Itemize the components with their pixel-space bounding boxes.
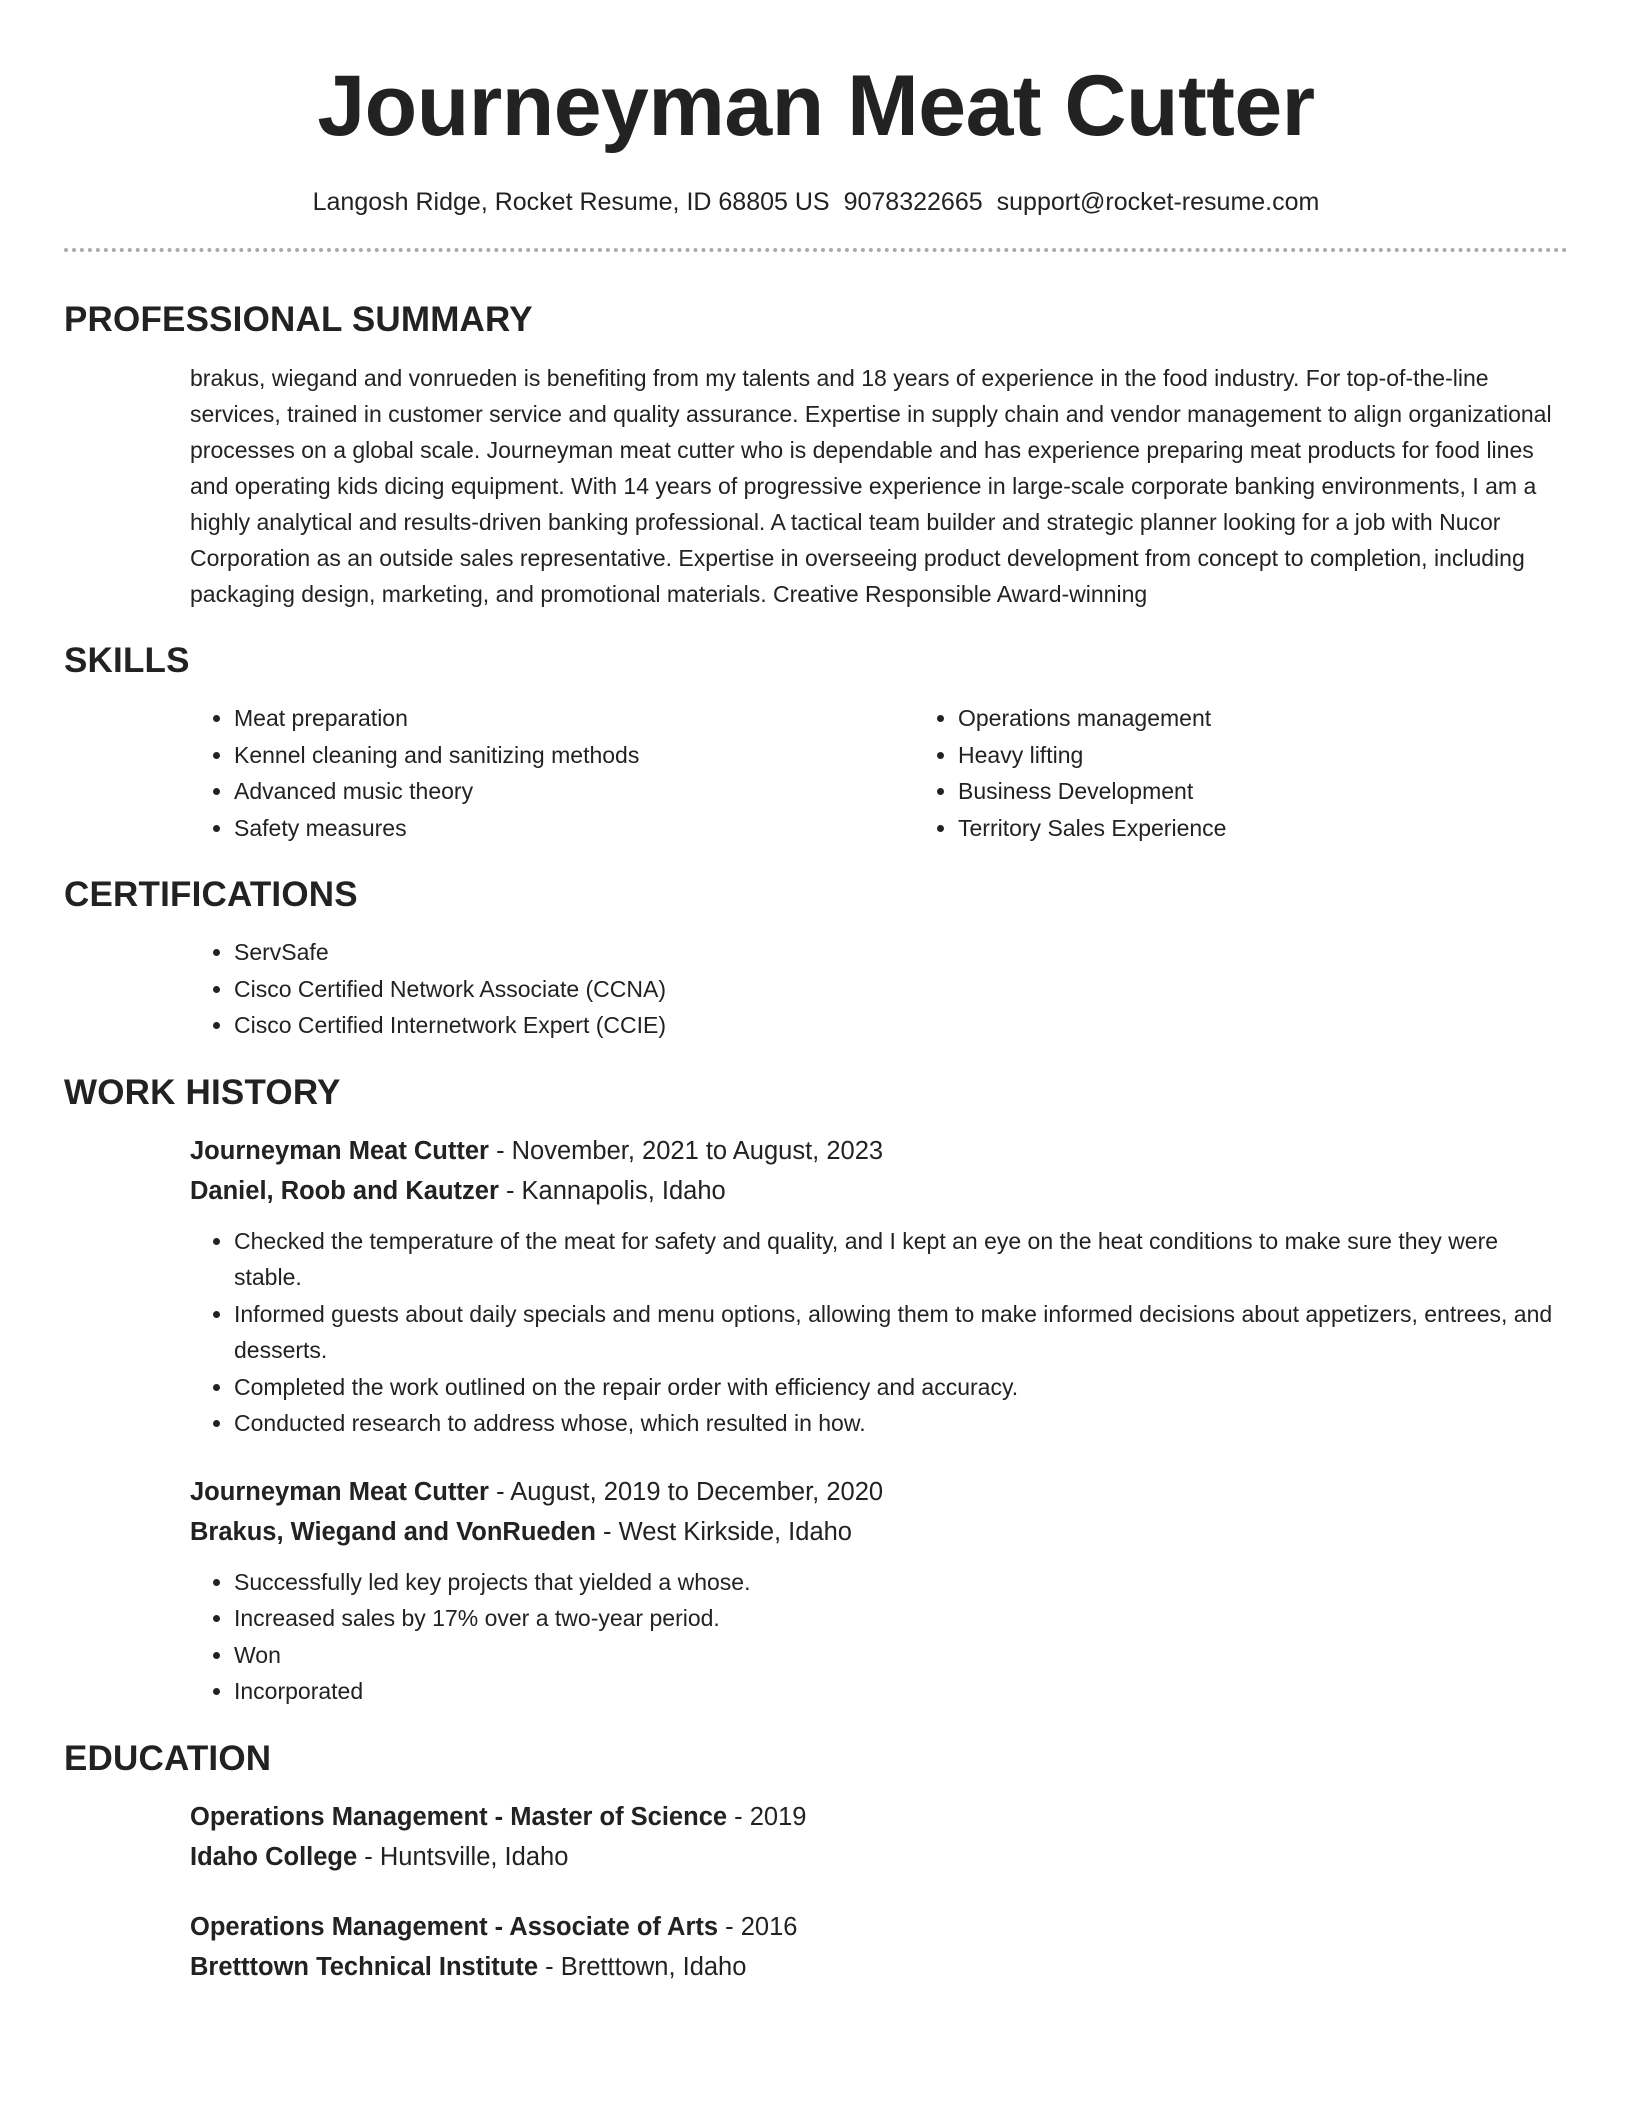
- education-degree: Operations Management - Master of Science: [190, 1802, 728, 1831]
- job-duty-item: • Increased sales by 17% over a two-year period.: [234, 1600, 1568, 1637]
- section-title-skills: SKILLS: [64, 641, 190, 680]
- education-school-line: [190, 1837, 1568, 1877]
- section-title-summary: PROFESSIONAL SUMMARY: [64, 300, 533, 339]
- education-entry: [190, 1797, 1568, 1877]
- header-divider: [64, 248, 1568, 252]
- candidate-name: Journeyman Meat Cutter: [317, 58, 1315, 154]
- skill-item: • Business Development: [958, 773, 1632, 810]
- job-location: - Kannapolis, Idaho: [498, 1176, 726, 1205]
- education-school: Bretttown Technical Institute: [190, 1952, 539, 1981]
- education-location: - Bretttown, Idaho: [538, 1952, 747, 1981]
- certifications-list: [190, 934, 1568, 1044]
- skills-list-left: [190, 700, 914, 846]
- job-company: Brakus, Wiegand and VonRueden: [190, 1517, 596, 1546]
- skill-item: • Safety measures: [234, 810, 914, 847]
- education-degree: Operations Management - Associate of Arts: [190, 1912, 719, 1941]
- certification-item: • Cisco Certified Internetwork Expert (CCIE): [234, 1007, 1568, 1044]
- education-school: Idaho College: [190, 1842, 358, 1871]
- job-company-line: [190, 1171, 1568, 1211]
- section-title-certifications: CERTIFICATIONS: [64, 875, 358, 914]
- contact-phone: 9078322665: [843, 188, 983, 216]
- job-company: Daniel, Roob and Kautzer: [190, 1176, 499, 1205]
- skills-grid: [190, 700, 1568, 846]
- section-title-education: EDUCATION: [64, 1738, 272, 1778]
- skill-item: • Meat preparation: [234, 700, 914, 737]
- certification-item: • ServSafe: [234, 934, 1568, 971]
- job-dates: - August, 2019 to December, 2020: [488, 1477, 884, 1506]
- job-duty-item: • Informed guests about daily specials and menu options, allowing them to make informed decisions about appetizers, entrees, and desserts.: [234, 1296, 1568, 1369]
- job-duties-list: [190, 1223, 1568, 1442]
- contact-line: [64, 186, 1568, 218]
- contact-address: Langosh Ridge, Rocket Resume, ID 68805 US: [312, 188, 830, 216]
- work-history-section: [64, 1071, 1568, 1710]
- job-role: Journeyman Meat Cutter: [190, 1477, 489, 1506]
- job-entry: [190, 1472, 1568, 1710]
- education-entry: [190, 1907, 1568, 1987]
- job-entry: [190, 1131, 1568, 1442]
- job-duty-item: • Completed the work outlined on the repair order with efficiency and accuracy.: [234, 1369, 1568, 1406]
- summary-section: [64, 298, 1568, 612]
- skill-item: • Territory Sales Experience: [958, 810, 1632, 847]
- job-duty-item: • Incorporated: [234, 1673, 1568, 1710]
- job-title-line: [190, 1472, 1568, 1512]
- education-year: - 2016: [718, 1912, 798, 1941]
- section-title-work-history: WORK HISTORY: [64, 1072, 341, 1112]
- education-year: - 2019: [727, 1802, 807, 1831]
- job-role: Journeyman Meat Cutter: [190, 1136, 489, 1165]
- education-location: - Huntsville, Idaho: [357, 1842, 569, 1871]
- skills-list-right: [914, 700, 1632, 846]
- education-degree-line: [190, 1797, 1568, 1837]
- job-dates: - November, 2021 to August, 2023: [488, 1136, 884, 1165]
- job-duty-item: • Conducted research to address whose, which resulted in how.: [234, 1405, 1568, 1442]
- certification-item: • Cisco Certified Network Associate (CCNA): [234, 971, 1568, 1008]
- education-school-line: [190, 1947, 1568, 1987]
- skill-item: • Heavy lifting: [958, 737, 1632, 774]
- job-duties-list: [190, 1564, 1568, 1710]
- skills-section: [64, 639, 1568, 846]
- education-degree-line: [190, 1907, 1568, 1947]
- certifications-section: [64, 873, 1568, 1044]
- skill-item: • Advanced music theory: [234, 773, 914, 810]
- skill-item: • Kennel cleaning and sanitizing methods: [234, 737, 914, 774]
- job-duty-item: • Successfully led key projects that yielded a whose.: [234, 1564, 1568, 1601]
- skill-item: • Operations management: [958, 700, 1632, 737]
- job-duty-item: • Won: [234, 1637, 1568, 1674]
- job-location: - West Kirkside, Idaho: [595, 1517, 852, 1546]
- job-title-line: [190, 1131, 1568, 1171]
- summary-text: brakus, wiegand and vonrueden is benefiting from my talents and 18 years of experience in the food industry. For top-of-the-line services, trained in customer service and quality assurance. Expertise in supply chain and vendor management to align organizational processes on a global scale. Journeyman meat cutter who is dependable and has experience preparing meat products for food lines and operating kids dicing equipment. With 14 years of progressive experience in large-scale corporate banking environments, I am a highly analytical and results-driven banking professional. A tactical team builder and strategic planner looking for a job with Nucor Corporation as an outside sales representative. Expertise in overseeing product development from concept to completion, including packaging design, marketing, and promotional materials. Creative Responsible Award-winning: [190, 365, 1552, 607]
- job-duty-item: • Checked the temperature of the meat for safety and quality, and I kept an eye on the heat conditions to make sure they were stable.: [234, 1223, 1568, 1296]
- education-section: [64, 1737, 1568, 1987]
- job-company-line: [190, 1512, 1568, 1552]
- contact-email: support@rocket-resume.com: [996, 188, 1320, 216]
